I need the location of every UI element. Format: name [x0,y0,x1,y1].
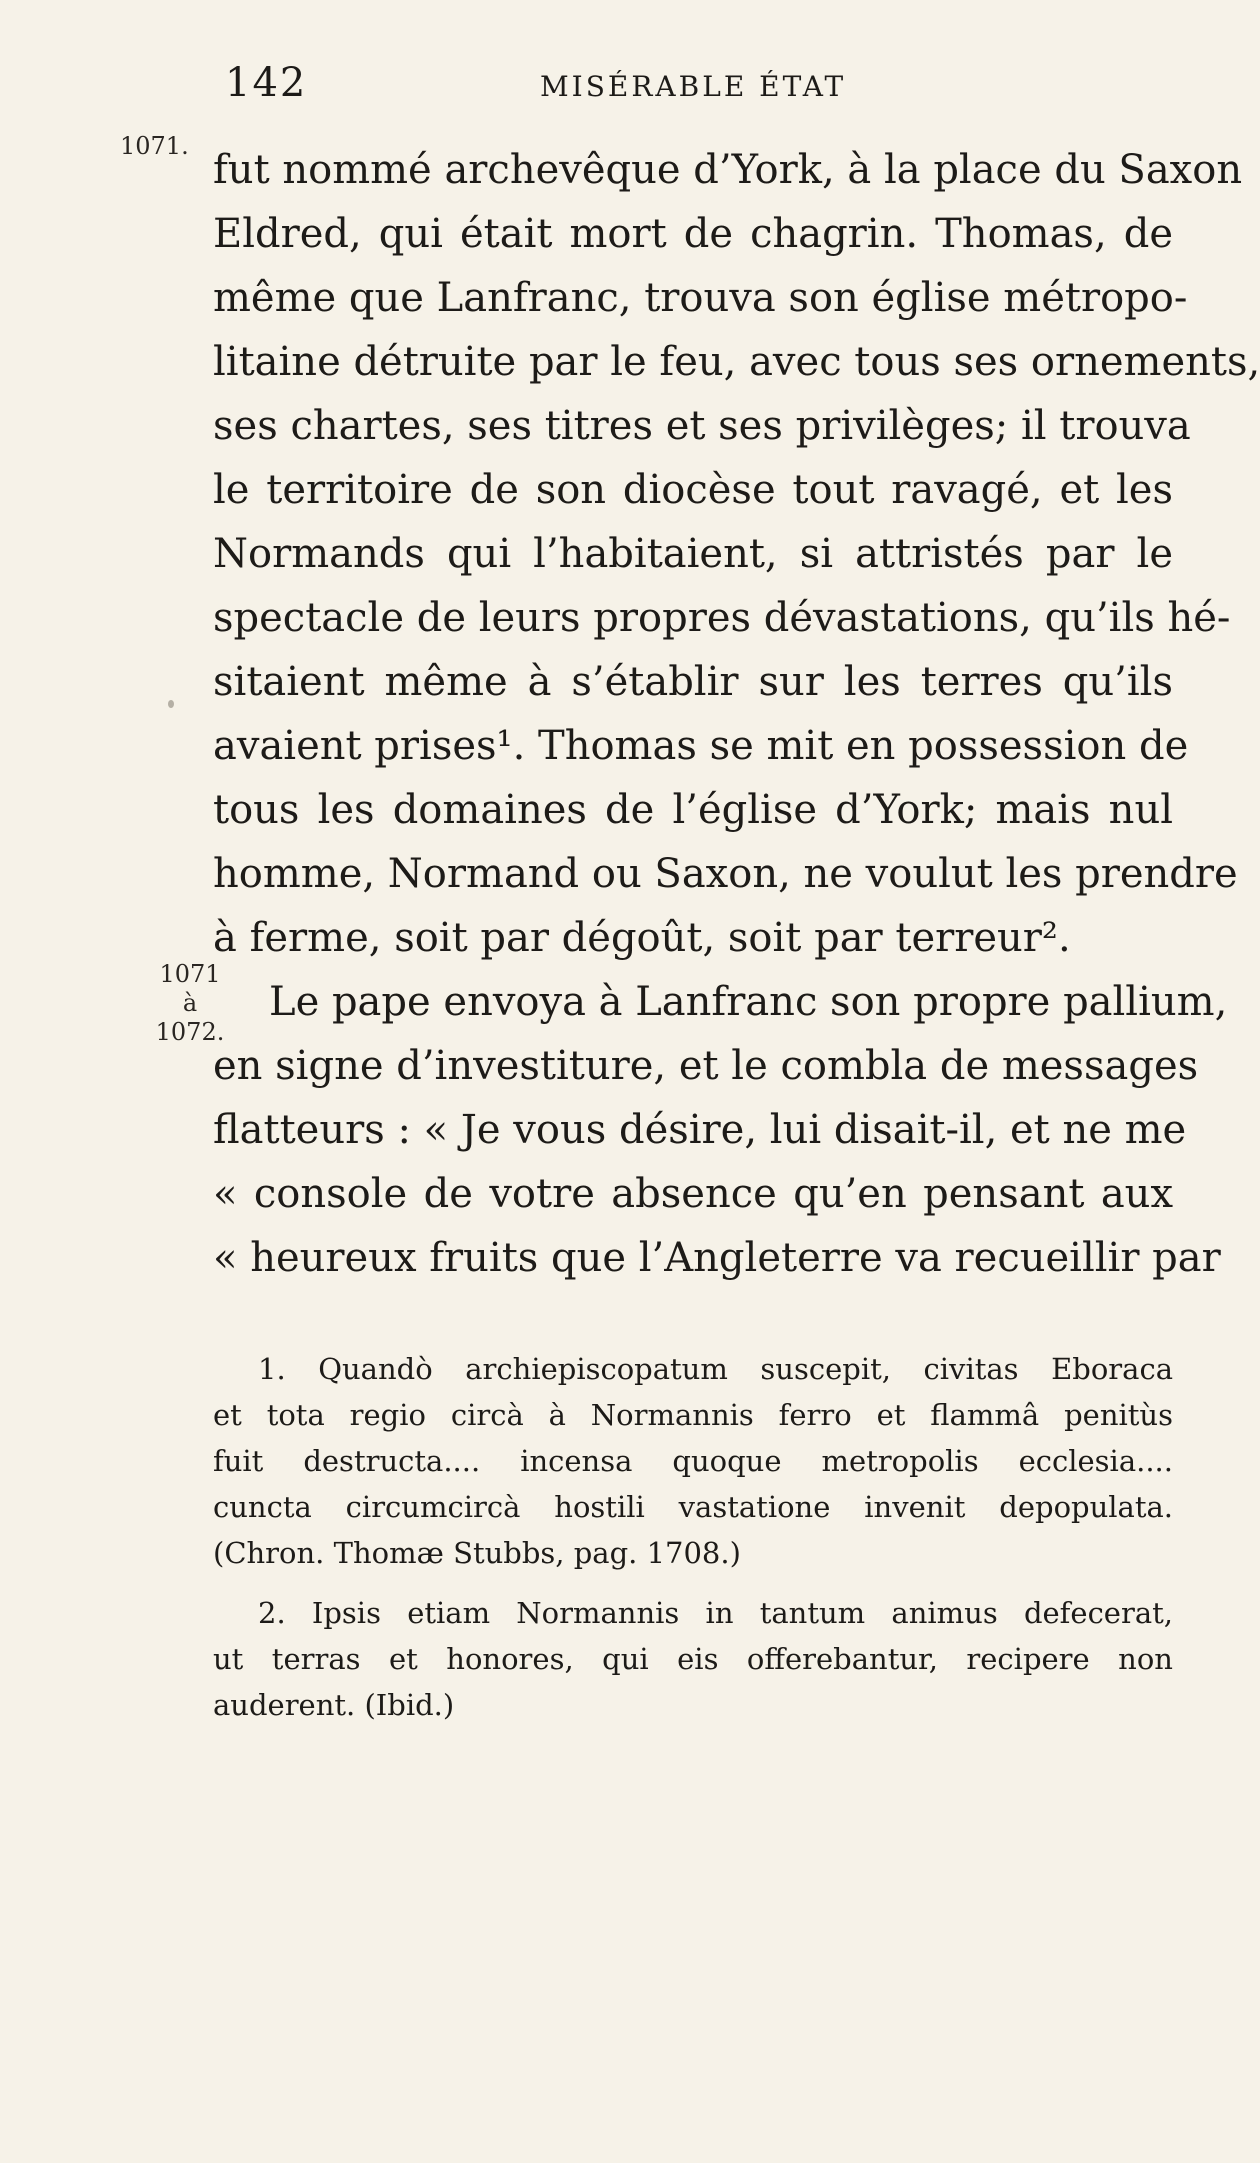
footnote-line: et tota regio circà à Normannis ferro et flammâ penitùs [213,1398,1173,1432]
text-line: Le pape envoya à Lanfranc son propre pallium, [269,979,1228,1025]
text-line: à ferme, soit par dégoût, soit par terreur². [213,915,1071,961]
footnote-2 [213,1590,1173,1728]
running-title: MISÉRABLE ÉTAT [540,70,847,103]
ink-spot [168,700,174,708]
text-line: même que Lanfranc, trouva son église métropo- [213,275,1188,321]
text-line: le territoire de son diocèse tout ravagé, et les [213,467,1173,513]
margin-year: 1071. [120,132,189,160]
text-line: en signe d’investiture, et le combla de messages [213,1043,1199,1089]
footnote-line: 1. Quandò archiepiscopatum suscepit, civitas Eboraca [258,1352,1173,1386]
text-line: « heureux fruits que l’Angleterre va recueillir par [213,1235,1221,1281]
footnote-line: ut terras et honores, qui eis offerebantur, recipere non [213,1642,1173,1676]
margin-range-end: 1072. [155,1018,225,1046]
text-line: Eldred, qui était mort de chagrin. Thomas, de [213,211,1173,257]
footnote-line: cuncta circumcircà hostili vastatione invenit depopulata. [213,1490,1173,1524]
text-line: avaient prises¹. Thomas se mit en possession de [213,723,1189,769]
text-line: homme, Normand ou Saxon, ne voulut les prendre [213,851,1238,897]
footnote-line: 2. Ipsis etiam Normannis in tantum animus defecerat, [258,1596,1173,1630]
text-line: flatteurs : « Je vous désire, lui disait-il, et ne me [213,1107,1187,1153]
text-line: « console de votre absence qu’en pensant aux [213,1171,1173,1217]
text-line: litaine détruite par le feu, avec tous ses ornements, [213,339,1260,385]
text-line: ses chartes, ses titres et ses privilèges; il trouva [213,403,1191,449]
footnote-line: (Chron. Thomæ Stubbs, pag. 1708.) [213,1536,741,1570]
footnotes [213,1346,1173,1742]
footnote-line: fuit destructa.... incensa quoque metropolis ecclesia.... [213,1444,1173,1478]
page-number: 142 [225,60,308,106]
margin-range-start: 1071 [159,960,221,988]
text-line: spectacle de leurs propres dévastations, qu’ils hé- [213,595,1231,641]
text-line: tous les domaines de l’église d’York; mais nul [213,787,1173,833]
text-line: sitaient même à s’établir sur les terres qu’ils [213,659,1173,705]
margin-range-separator: à [182,989,198,1017]
footnote-line: auderent. (Ibid.) [213,1688,455,1722]
body-text [213,138,1260,1290]
footnote-1 [213,1346,1173,1576]
text-line: Normands qui l’habitaient, si attristés par le [213,531,1173,577]
text-line: fut nommé archevêque d’York, à la place du Saxon [213,147,1243,193]
